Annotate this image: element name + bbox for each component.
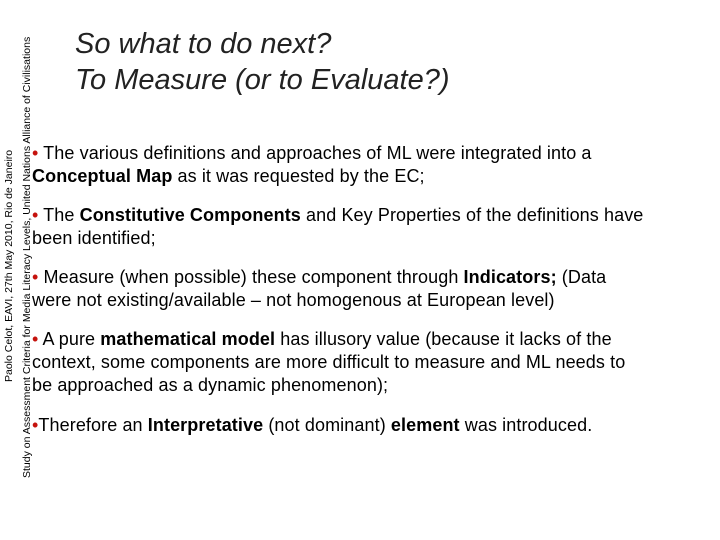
bullet-text: Measure (when possible) these component through <box>38 267 464 287</box>
bullet-text: has illusory value (because it lacks of the context, some components are more difficult to measure and ML needs to be approached as a dynamic phenomenon); <box>32 329 626 395</box>
bullet-text: Therefore an <box>38 415 148 435</box>
slide-title <box>75 26 450 98</box>
bullet-text: as it was requested by the EC; <box>172 166 425 186</box>
bullet-bold-text: Interpretative <box>147 415 264 435</box>
bullet-text: A pure <box>38 329 101 349</box>
bullet-conceptual-map <box>32 142 644 188</box>
slide-title-line-2: To Measure (or to Evaluate?) <box>75 64 450 96</box>
bullet-bold-text: Conceptual Map <box>32 166 173 186</box>
bullet-text: (not dominant) <box>263 415 391 435</box>
bullet-text: The various definitions and approaches of ML were integrated into a <box>38 143 592 163</box>
bullet-bold-text: Indicators; <box>463 267 557 287</box>
bullet-text: was introduced. <box>459 415 593 435</box>
bullet-marker: • <box>32 329 39 349</box>
footer-author-date: Paolo Celot, EAVI, 27th May 2010, Rio de Janeiro <box>3 149 15 382</box>
bullet-bold-text: mathematical model <box>100 329 276 349</box>
bullet-bold-text: element <box>390 415 460 435</box>
bullet-marker: • <box>32 415 39 435</box>
bullet-marker: • <box>32 267 39 287</box>
bullet-marker: • <box>32 205 39 225</box>
bullet-interpretative-element <box>32 414 644 437</box>
bullet-text: The <box>38 205 80 225</box>
footer-study-title: Study on Assessment Criteria for Media Literacy Levels, United Nations Alliance of Civilisations <box>21 36 33 478</box>
bullet-constitutive-components <box>32 204 644 250</box>
bullet-text: and Key Properties of the definitions have been identified; <box>32 205 644 248</box>
bullet-bold-text: Constitutive Components <box>79 205 301 225</box>
bullet-indicators <box>32 266 644 312</box>
bullet-marker: • <box>32 143 39 163</box>
bullet-mathematical-model <box>32 328 644 397</box>
slide-title-line-1: So what to do next? <box>75 28 332 60</box>
bullet-text: (Data were not existing/available – not homogenous at European level) <box>32 267 607 310</box>
